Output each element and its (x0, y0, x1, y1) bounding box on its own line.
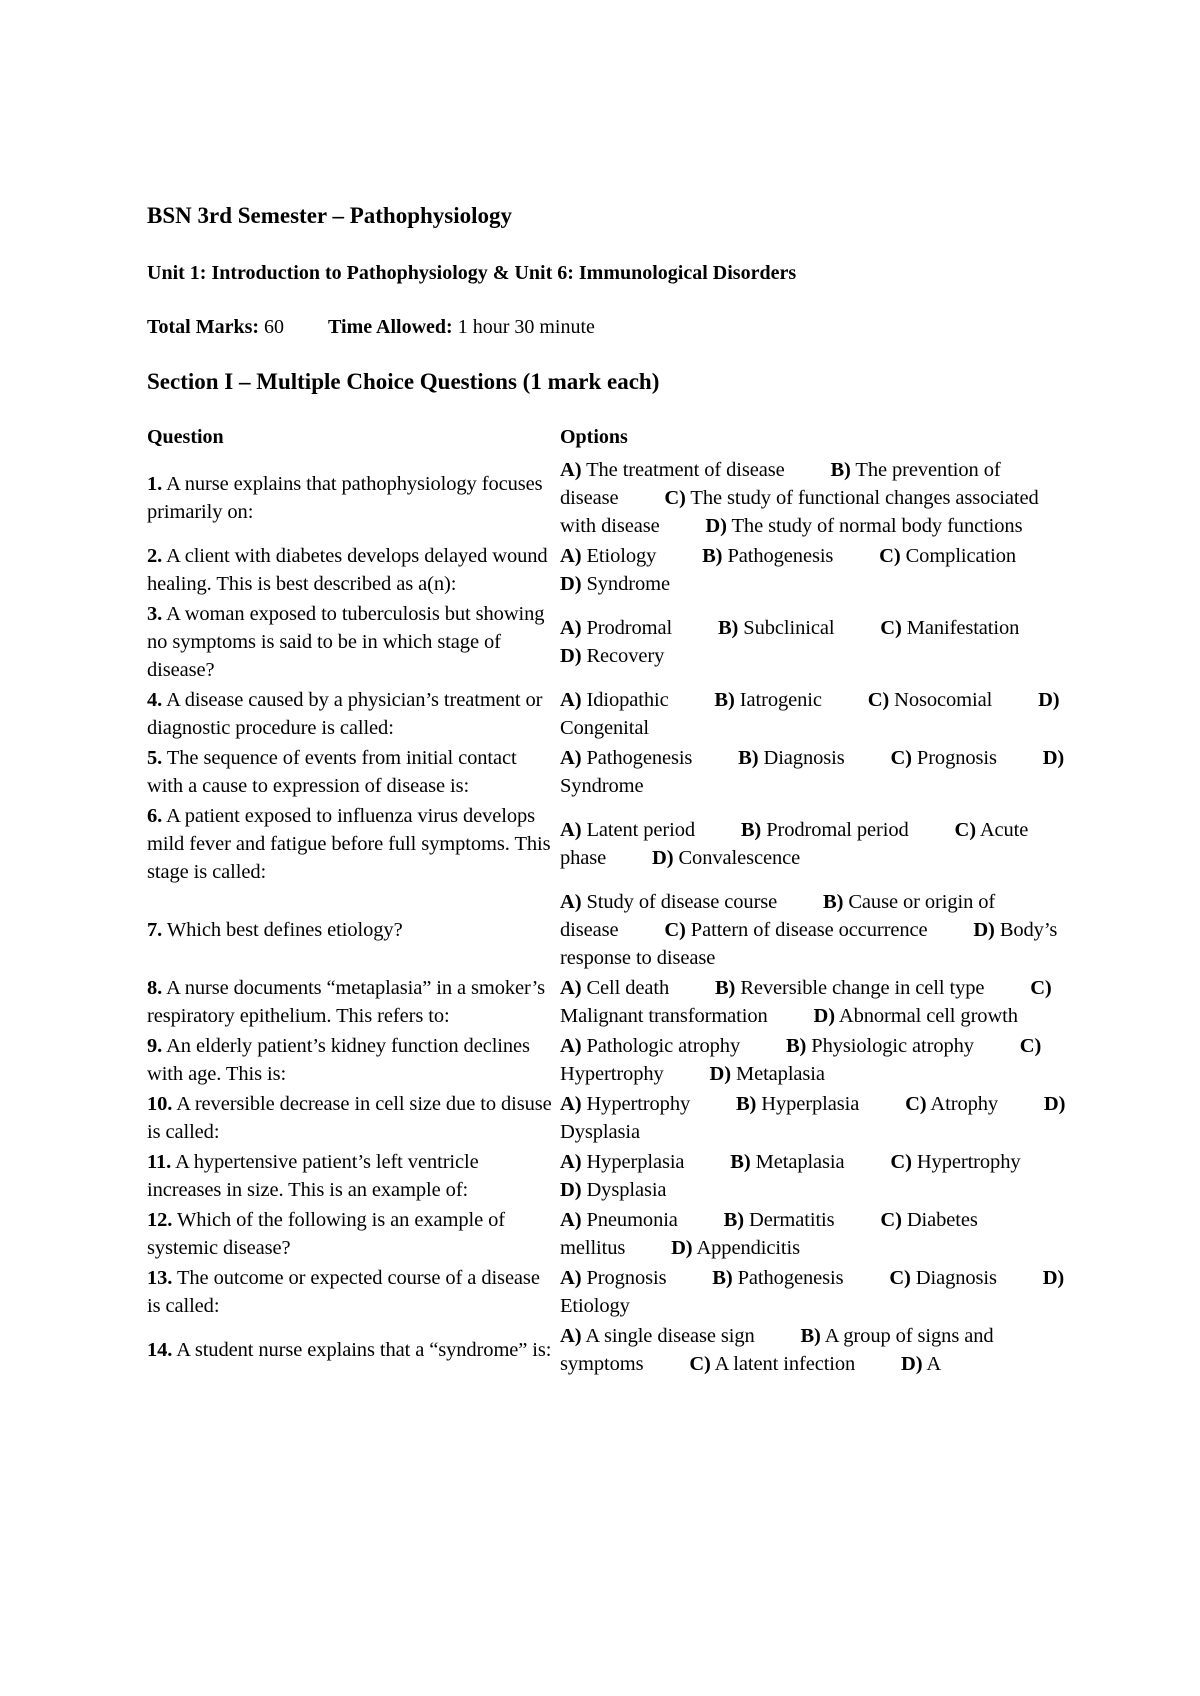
option-letter-c: C) (664, 487, 686, 509)
option-letter-d: D) (1043, 1093, 1066, 1115)
option-d: Dysplasia (586, 1179, 667, 1201)
option-letter-c: C) (879, 545, 901, 567)
option-a: Study of disease course (586, 891, 778, 913)
option-d: The study of normal body functions (731, 515, 1023, 537)
option-c: Atrophy (930, 1093, 999, 1115)
option-a: Pathogenesis (586, 747, 693, 769)
question-row (147, 600, 1077, 686)
question-number: 8. (147, 977, 163, 999)
question-text: A hypertensive patient’s left ventricle increases in size. This is an example of: (147, 1151, 479, 1201)
option-letter-d: D) (1042, 747, 1065, 769)
option-letter-b: B) (738, 747, 759, 769)
option-b: The prevention of disease (560, 459, 1001, 509)
question-text: An elderly patient’s kidney function declines with age. This is: (147, 1035, 530, 1085)
options-cell (560, 1264, 1077, 1322)
option-letter-d: D) (901, 1353, 923, 1375)
question-cell (147, 974, 560, 1032)
options-cell (560, 600, 1077, 686)
question-number: 13. (147, 1267, 173, 1289)
document-title: BSN 3rd Semester – Pathophysiology (147, 203, 513, 228)
option-c: Acute phase (560, 819, 1029, 869)
option-b: Physiologic atrophy (811, 1035, 974, 1057)
question-text: A student nurse explains that a “syndrome” is: (176, 1339, 552, 1361)
total-marks-value: 60 (264, 316, 285, 338)
option-letter-b: B) (740, 819, 762, 841)
question-text: A nurse documents “metaplasia” in a smoker’s respiratory epithelium. This refers to: (147, 977, 546, 1027)
question-number: 5. (147, 747, 163, 769)
question-cell (147, 686, 560, 744)
question-cell (147, 600, 560, 686)
question-number: 12. (147, 1209, 173, 1231)
option-a: Idiopathic (586, 689, 669, 711)
question-row (147, 802, 1077, 888)
option-letter-a: A) (560, 1093, 582, 1115)
option-letter-a: A) (560, 1209, 582, 1231)
option-d: Syndrome (560, 775, 644, 797)
option-c: Diabetes mellitus (560, 1209, 978, 1259)
time-allowed-label: Time Allowed: (328, 316, 453, 338)
option-letter-d: D) (560, 645, 582, 667)
option-a: Prodromal (586, 617, 673, 639)
option-d: Recovery (586, 645, 665, 667)
question-number: 6. (147, 805, 163, 827)
option-letter-a: A) (560, 1035, 582, 1057)
option-c: Complication (905, 545, 1017, 567)
question-text: A reversible decrease in cell size due to disuse is called: (147, 1093, 552, 1143)
question-cell (147, 802, 560, 888)
question-cell (147, 1322, 560, 1380)
option-letter-a: A) (560, 459, 582, 481)
option-d: Congenital (560, 717, 649, 739)
option-letter-c: C) (1030, 977, 1052, 999)
question-cell (147, 456, 560, 542)
question-cell (147, 1264, 560, 1322)
column-header-question: Question (147, 426, 224, 448)
option-letter-a: A) (560, 689, 582, 711)
options-cell (560, 1032, 1077, 1090)
question-number: 10. (147, 1093, 173, 1115)
question-number: 11. (147, 1151, 172, 1173)
question-number: 9. (147, 1035, 163, 1057)
options-cell (560, 1322, 1077, 1380)
question-text: The sequence of events from initial contact with a cause to expression of disease is: (147, 747, 517, 797)
option-c: The study of functional changes associated with disease (560, 487, 1039, 537)
option-a: Pneumonia (586, 1209, 678, 1231)
option-letter-d: D) (652, 847, 674, 869)
exam-content (147, 202, 1077, 1380)
question-text: Which of the following is an example of systemic disease? (147, 1209, 505, 1259)
question-number: 14. (147, 1339, 173, 1361)
option-a: A single disease sign (585, 1325, 755, 1347)
question-text: A nurse explains that pathophysiology focuses primarily on: (147, 473, 543, 523)
option-a: Cell death (586, 977, 670, 999)
option-d: A (926, 1353, 942, 1375)
option-letter-d: D) (973, 919, 995, 941)
option-letter-d: D) (705, 515, 727, 537)
option-c: Pattern of disease occurrence (690, 919, 928, 941)
question-row (147, 974, 1077, 1032)
option-letter-a: A) (560, 1267, 582, 1289)
unit-heading: Unit 1: Introduction to Pathophysiology & Unit 6: Immunological Disorders (147, 262, 797, 284)
option-letter-c: C) (890, 747, 912, 769)
option-letter-d: D) (1038, 689, 1060, 711)
question-number: 2. (147, 545, 163, 567)
option-letter-a: A) (560, 1151, 582, 1173)
option-d: Syndrome (586, 573, 670, 595)
option-c: Diagnosis (915, 1267, 997, 1289)
question-cell (147, 888, 560, 974)
option-d: Abnormal cell growth (838, 1005, 1018, 1027)
option-b: Prodromal period (766, 819, 909, 841)
column-header-options: Options (560, 426, 628, 448)
option-letter-b: B) (723, 1209, 744, 1231)
question-row (147, 542, 1077, 600)
options-cell (560, 1090, 1077, 1148)
option-letter-a: A) (560, 747, 582, 769)
option-letter-b: B) (830, 459, 851, 481)
option-letter-c: C) (867, 689, 890, 711)
options-cell (560, 542, 1077, 600)
option-letter-b: B) (735, 1093, 757, 1115)
option-b: Cause or origin of disease (560, 891, 996, 941)
option-d: Dysplasia (560, 1121, 640, 1143)
option-letter-d: D) (1042, 1267, 1065, 1289)
option-b: Hyperplasia (761, 1093, 860, 1115)
time-allowed-value: 1 hour 30 minute (457, 316, 595, 338)
options-cell (560, 686, 1077, 744)
option-d: Etiology (560, 1295, 630, 1317)
options-cell (560, 1148, 1077, 1206)
option-d: Appendicitis (696, 1237, 800, 1259)
question-number: 4. (147, 689, 163, 711)
option-letter-b: B) (823, 891, 844, 913)
question-number: 3. (147, 603, 163, 625)
option-b: Pathogenesis (727, 545, 834, 567)
option-letter-d: D) (709, 1063, 731, 1085)
option-c: A latent infection (714, 1353, 856, 1375)
option-letter-c: C) (889, 1267, 911, 1289)
option-c: Hypertrophy (560, 1063, 664, 1085)
option-letter-c: C) (880, 617, 902, 639)
section-title: Section I – Multiple Choice Questions (1 mark each) (147, 369, 660, 394)
option-letter-a: A) (560, 891, 582, 913)
question-cell (147, 1032, 560, 1090)
option-letter-b: B) (714, 977, 736, 999)
question-row (147, 1032, 1077, 1090)
option-letter-d: D) (671, 1237, 693, 1259)
option-c: Malignant transformation (560, 1005, 768, 1027)
question-text: A woman exposed to tuberculosis but showing no symptoms is said to be in which stage of disease? (147, 603, 545, 681)
options-cell (560, 744, 1077, 802)
option-a: Pathologic atrophy (586, 1035, 741, 1057)
question-list (147, 456, 1077, 1380)
question-row (147, 1322, 1077, 1380)
option-letter-c: C) (890, 1151, 912, 1173)
option-letter-b: B) (717, 617, 739, 639)
marks-line (147, 314, 1077, 340)
option-letter-c: C) (689, 1353, 711, 1375)
question-row (147, 888, 1077, 974)
option-letter-a: A) (560, 819, 582, 841)
option-b: Pathogenesis (737, 1267, 844, 1289)
mcq-table (147, 424, 1077, 1380)
option-d: Body’s response to disease (560, 919, 1058, 969)
option-letter-c: C) (905, 1093, 927, 1115)
options-cell (560, 888, 1077, 974)
option-b: Diagnosis (763, 747, 845, 769)
options-cell (560, 802, 1077, 888)
question-row (147, 686, 1077, 744)
option-letter-d: D) (813, 1005, 835, 1027)
question-text: A patient exposed to influenza virus develops mild fever and fatigue before full symptoms. This stage is called: (147, 805, 551, 883)
option-letter-b: B) (730, 1151, 751, 1173)
option-letter-a: A) (560, 617, 582, 639)
question-text: A client with diabetes develops delayed wound healing. This is best described as a(n): (147, 545, 548, 595)
option-letter-b: B) (800, 1325, 821, 1347)
option-a: Latent period (586, 819, 696, 841)
question-row (147, 744, 1077, 802)
option-c: Manifestation (906, 617, 1020, 639)
option-letter-c: C) (1019, 1035, 1042, 1057)
option-d: Convalescence (678, 847, 801, 869)
option-letter-d: D) (560, 1179, 582, 1201)
question-row (147, 1264, 1077, 1322)
question-cell (147, 744, 560, 802)
total-marks-label: Total Marks: (147, 316, 260, 338)
option-letter-c: C) (880, 1209, 902, 1231)
option-letter-a: A) (560, 545, 582, 567)
question-text: The outcome or expected course of a disease is called: (147, 1267, 540, 1317)
options-cell (560, 1206, 1077, 1264)
question-cell (147, 1090, 560, 1148)
option-letter-b: B) (785, 1035, 807, 1057)
option-b: Iatrogenic (739, 689, 822, 711)
question-cell (147, 542, 560, 600)
option-a: Hyperplasia (586, 1151, 685, 1173)
question-row (147, 1206, 1077, 1264)
option-letter-a: A) (560, 1325, 582, 1347)
option-c: Hypertrophy (916, 1151, 1021, 1173)
question-text: Which best defines etiology? (166, 919, 403, 941)
option-letter-c: C) (954, 819, 976, 841)
option-letter-b: B) (714, 689, 735, 711)
table-header-row (147, 424, 1077, 456)
question-cell (147, 1148, 560, 1206)
question-cell (147, 1206, 560, 1264)
question-row (147, 1090, 1077, 1148)
option-d: Metaplasia (735, 1063, 825, 1085)
options-cell (560, 974, 1077, 1032)
option-b: Subclinical (743, 617, 835, 639)
option-b: Dermatitis (748, 1209, 835, 1231)
option-b: Metaplasia (755, 1151, 845, 1173)
option-a: Hypertrophy (586, 1093, 691, 1115)
option-letter-d: D) (560, 573, 582, 595)
question-number: 7. (147, 919, 163, 941)
option-a: Etiology (586, 545, 657, 567)
option-letter-b: B) (712, 1267, 733, 1289)
option-b: A group of signs and symptoms (560, 1325, 994, 1375)
option-letter-c: C) (664, 919, 686, 941)
option-c: Nosocomial (894, 689, 993, 711)
option-c: Prognosis (916, 747, 997, 769)
question-row (147, 1148, 1077, 1206)
question-number: 1. (147, 473, 163, 495)
option-letter-b: B) (702, 545, 723, 567)
options-cell (560, 456, 1077, 542)
option-letter-a: A) (560, 977, 582, 999)
option-a: Prognosis (586, 1267, 667, 1289)
option-a: The treatment of disease (586, 459, 785, 481)
option-b: Reversible change in cell type (740, 977, 985, 999)
question-text: A disease caused by a physician’s treatment or diagnostic procedure is called: (147, 689, 543, 739)
question-row (147, 456, 1077, 542)
